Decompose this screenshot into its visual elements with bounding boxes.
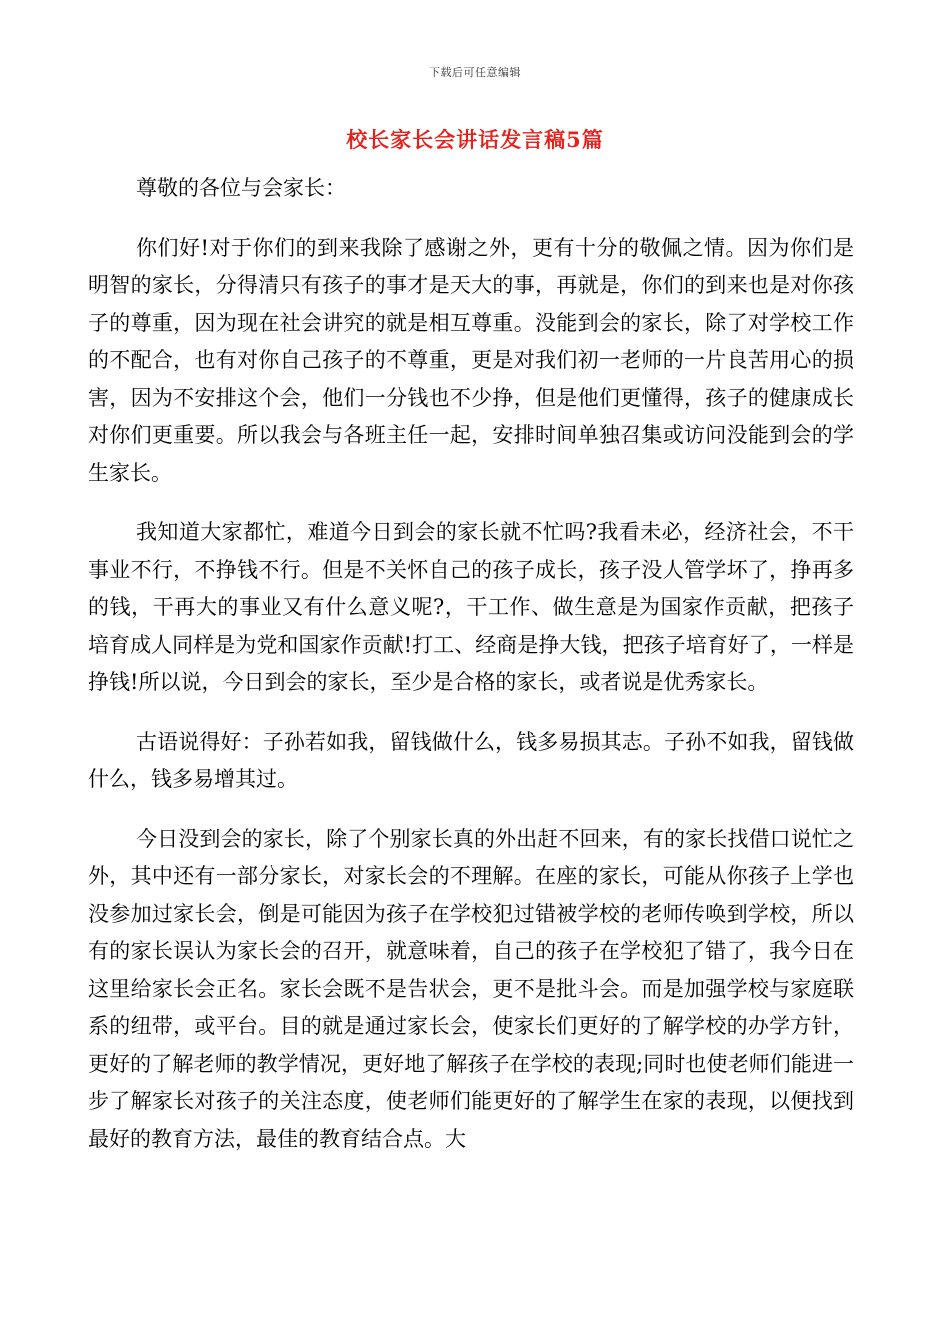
paragraph-2: 我知道大家都忙，难道今日到会的家长就不忙吗?我看未必，经济社会，不干事业不行，不挣钱不行。但是不关怀自己的孩子成长，孩子没人管学坏了，挣再多的钱，干再大的事业又有什么意义呢?，干工作、做生意是为国家作贡献，把孩子培育成人同样是为党和国家作贡献!打工、经商是挣大钱，把孩子培育好了，一样是挣钱!所以说，今日到会的家长，至少是合格的家长，或者说是优秀家长。 (88, 520, 854, 694)
document-body (88, 170, 854, 1180)
document-title: 校长家长会讲话发言稿5篇 (346, 127, 604, 152)
paragraph-1: 你们好!对于你们的到来我除了感谢之外，更有十分的敬佩之情。因为你们是明智的家长，分得清只有孩子的事才是天大的事，再就是，你们的到来也是对你孩子的尊重，因为现在社会讲究的就是相互尊重。没能到会的家长，除了对学校工作的不配合，也有对你自己孩子的不尊重，更是对我们初一老师的一片良苦用心的损害，因为不安排这个会，他们一分钱也不少挣，但是他们更懂得，孩子的健康成长对你们更重要。所以我会与各班主任一起，安排时间单独召集或访问没能到会的学生家长。 (88, 235, 854, 485)
greeting-line: 尊敬的各位与会家长： (136, 176, 346, 200)
page-header-note: 下载后可任意编辑 (429, 66, 521, 79)
paragraph-4: 今日没到会的家长，除了个别家长真的外出赶不回来，有的家长找借口说忙之外，其中还有一部分家长，对家长会的不理解。在座的家长，可能从你孩子上学也没参加过家长会，倒是可能因为孩子在学校犯过错被学校的老师传唤到学校，所以有的家长误认为家长会的召开，就意味着，自己的孩子在学校犯了错了，我今日在这里给家长会正名。家长会既不是告状会，更不是批斗会。而是加强学校与家庭联系的纽带，或平台。目的就是通过家长会，使家长们更好的了解学校的办学方针，更好的了解老师的教学情况，更好地了解孩子在学校的表现;同时也使老师们能进一步了解家长对孩子的关注态度，使老师们能更好的了解学生在家的表现，以便找到最好的教育方法，最佳的教育结合点。大 (88, 826, 854, 1151)
paragraph-3: 古语说得好：子孙若如我，留钱做什么，钱多易损其志。子孙不如我，留钱做什么，钱多易增其过。 (88, 729, 854, 791)
